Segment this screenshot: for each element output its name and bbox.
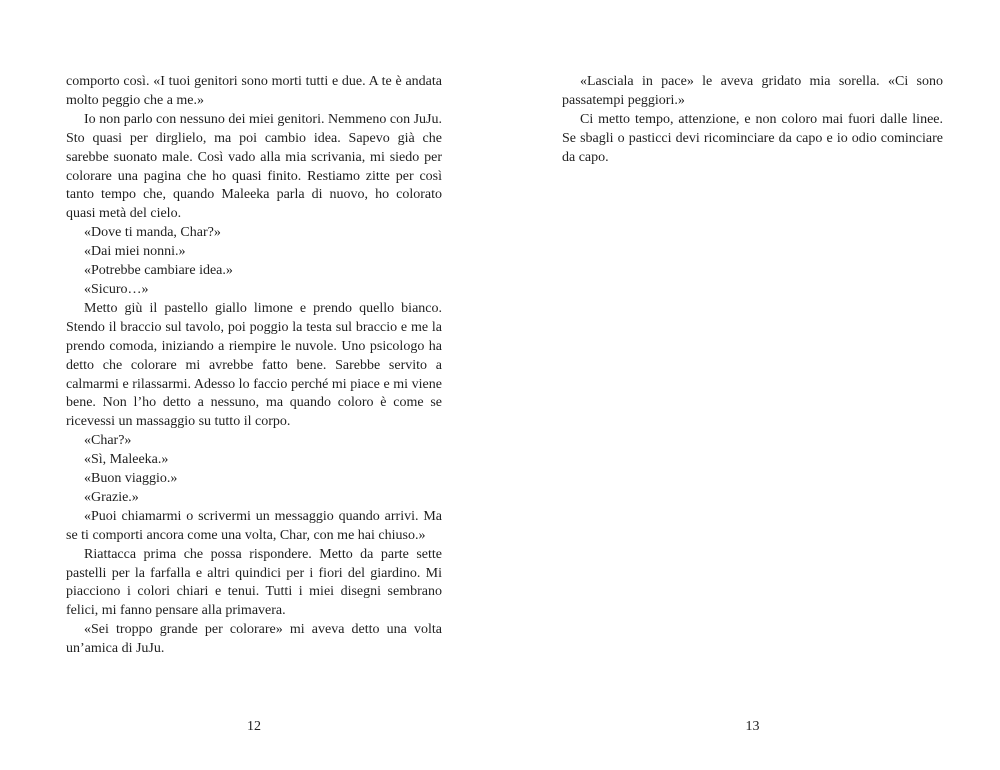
paragraph: «Char?» — [84, 433, 132, 449]
paragraph: Metto giù il pastello giallo limone e prendo quello bianco. Stendo il braccio sul tavolo, poi poggio la testa sul braccio e me la prendo comoda, iniziando a riempire le nuvole. Uno psicologo ha detto che colorare mi avrebbe fatto bene. Sarebbe servito a calmarmi e rilassarmi. Adesso lo faccio perché mi piace e mi viene bene. Non l’ho detto a nessuno, ma quando coloro è come se ricevessi un massaggio su tutto il corpo. — [66, 300, 442, 430]
paragraph: «Buon viaggio.» — [84, 471, 178, 487]
paragraph: Io non parlo con nessuno dei miei genitori. Nemmeno con JuJu. Sto quasi per dirglielo, ma poi cambio idea. Sapevo già che sarebbe suonato male. Così vado alla mia scrivania, mi siedo per colorare una pagina che ho quasi finito. Restiamo zitte per così tanto tempo che, quando Maleeka parla di nuovo, ho colorato quasi metà del cielo. — [66, 111, 442, 222]
paragraph: Ci metto tempo, attenzione, e non coloro mai fuori dalle linee. Se sbagli o pasticci devi ricominciare da capo e io odio cominciare da capo. — [562, 111, 943, 165]
paragraph: comporto così. «I tuoi genitori sono morti tutti e due. A te è andata molto peggio che a me.» — [66, 74, 442, 108]
paragraph: «Potrebbe cambiare idea.» — [84, 263, 233, 279]
page-number-right: 13 — [745, 719, 760, 734]
paragraph: «Dai miei nonni.» — [84, 244, 186, 260]
page-number-left: 12 — [247, 719, 261, 734]
paragraph: «Dove ti manda, Char?» — [84, 225, 221, 241]
right-page — [562, 73, 943, 168]
paragraph: «Grazie.» — [84, 489, 139, 505]
paragraph: «Puoi chiamarmi o scrivermi un messaggio quando arrivi. Ma se ti comporti ancora come una volta, Char, con me hai chiuso.» — [66, 508, 442, 543]
paragraph: «Sei troppo grande per colorare» mi aveva detto una volta un’amica di JuJu. — [66, 622, 442, 657]
paragraph: «Sicuro…» — [84, 281, 149, 297]
paragraph: «Lasciala in pace» le aveva gridato mia sorella. «Ci sono passatempi peggiori.» — [562, 74, 943, 108]
left-page — [66, 73, 442, 659]
paragraph: «Sì, Maleeka.» — [84, 452, 169, 468]
paragraph: Riattacca prima che possa rispondere. Metto da parte sette pastelli per la farfalla e altri quindici per i fiori del giardino. Mi piacciono i colori chiari e tenui. Tutti i miei disegni sembrano felici, mi fanno pensare alla primavera. — [66, 546, 442, 619]
